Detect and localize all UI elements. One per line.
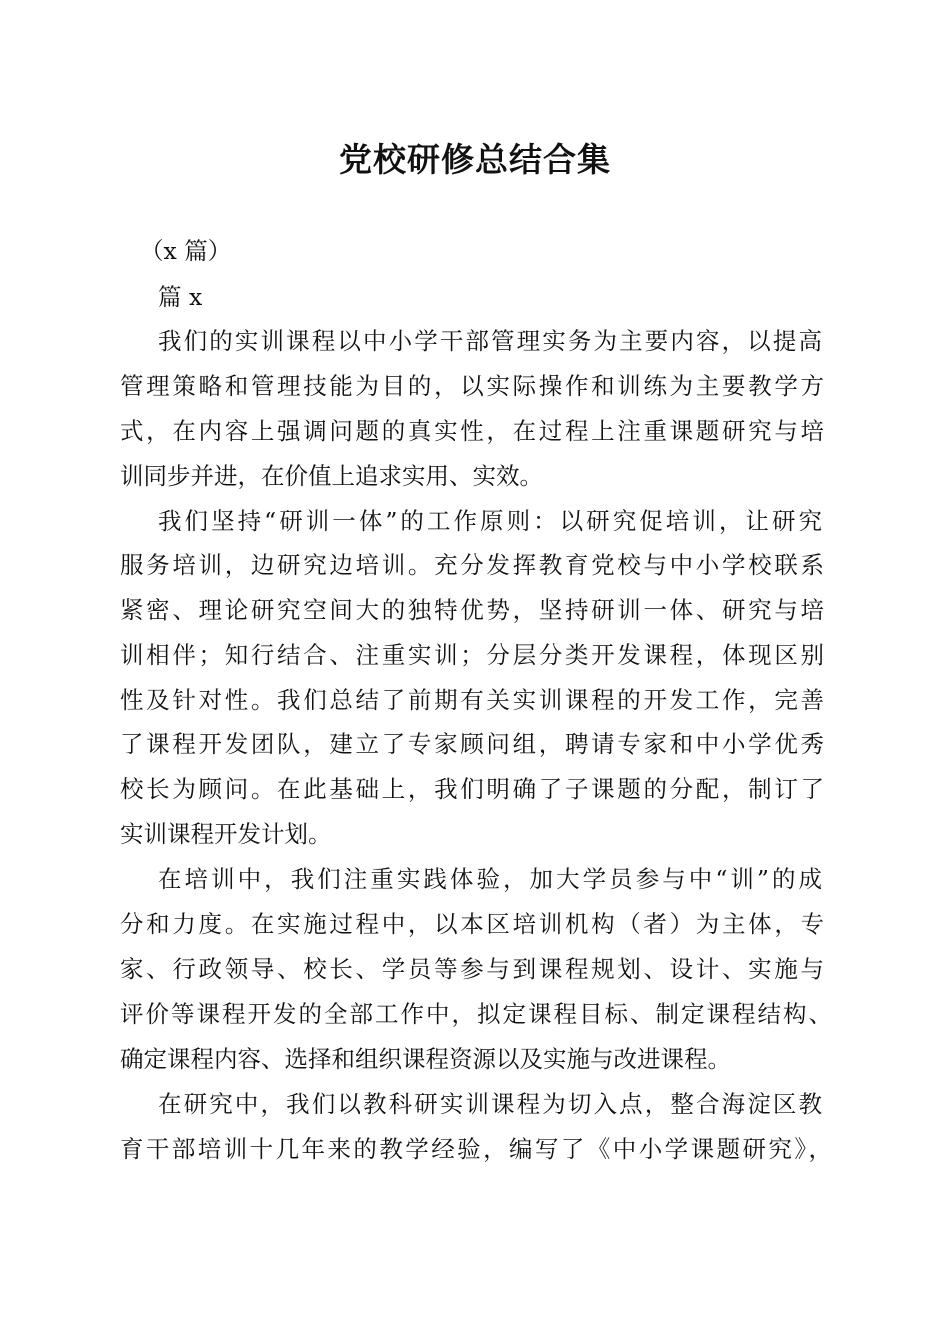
paragraph-2-line-1: 我们坚持“研训一体”的工作原则：以研究促培训，让研究 [158,507,822,535]
paragraph-3-line-3: 家、行政领导、校长、学员等参与到课程规划、设计、实施与 [120,955,824,983]
paragraph-2-line-6: 了课程开发团队，建立了专家顾问组，聘请专家和中小学优秀 [120,730,824,758]
paragraph-1-line-2: 管理策略和管理技能为目的，以实际操作和训练为主要教学方 [120,372,824,400]
document-title: 党校研修总结合集 [339,140,611,179]
paragraph-3-line-2: 分和力度。在实施过程中，以本区培训机构（者）为主体，专 [120,910,824,938]
subtitle: （x 篇） [140,237,232,265]
paragraph-1-line-3: 式，在内容上强调问题的真实性，在过程上注重课题研究与培 [120,417,824,445]
paragraph-3-line-4: 评价等课程开发的全部工作中，拟定课程目标、制定课程结构、 [120,1000,832,1028]
paragraph-3-line-5: 确定课程内容、选择和组织课程资源以及实施与改进课程。 [120,1045,731,1073]
paragraph-4-line-2: 育干部培训十几年来的教学经验，编写了《中小学课题研究》， [120,1135,832,1163]
section-label: 篇 x [158,283,203,311]
paragraph-2-line-8: 实训课程开发计划。 [120,820,332,848]
paragraph-1-line-4: 训同步并进，在价值上追求实用、实效。 [120,462,543,490]
paragraph-2-line-7: 校长为顾问。在此基础上，我们明确了子课题的分配，制订了 [120,775,824,803]
paragraph-2-line-3: 紧密、理论研究空间大的独特优势，坚持研训一体、研究与培 [120,596,824,624]
paragraph-2-line-2: 服务培训，边研究边培训。充分发挥教育党校与中小学校联系 [120,551,824,579]
paragraph-2-line-4: 训相伴；知行结合、注重实训；分层分类开发课程，体现区别 [120,641,824,669]
paragraph-4-line-1: 在研究中，我们以教科研实训课程为切入点，整合海淀区教 [158,1090,822,1118]
paragraph-3-line-1: 在培训中，我们注重实践体验，加大学员参与中“训”的成 [158,865,822,893]
paragraph-1-line-1: 我们的实训课程以中小学干部管理实务为主要内容，以提高 [158,327,822,355]
paragraph-2-line-5: 性及针对性。我们总结了前期有关实训课程的开发工作，完善 [120,686,824,714]
